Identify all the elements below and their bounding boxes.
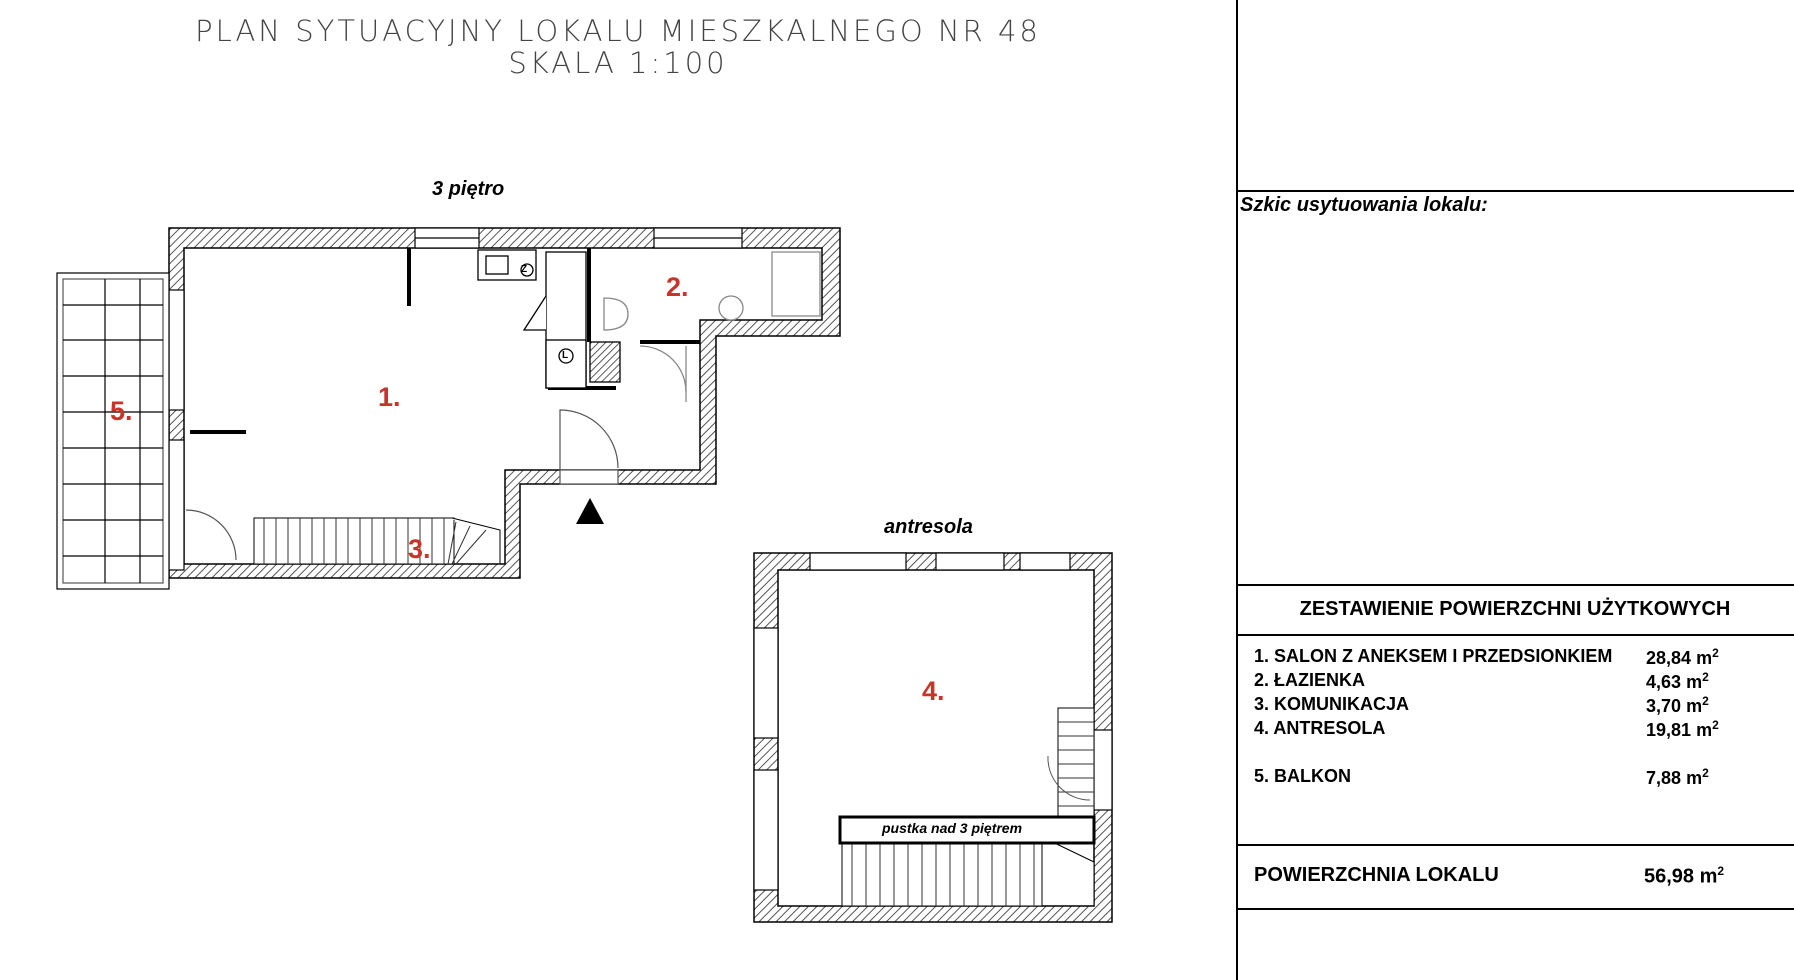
table-top-rule [1236,584,1794,586]
room-label-3: 3. [408,534,431,564]
floor3-partitions [190,248,700,432]
row-name: 5. BALKON [1254,766,1352,786]
void-label: pustka nad 3 piętrem [882,820,1023,836]
table-row [1254,646,1774,667]
table-title: ZESTAWIENIE POWIERZCHNI UŻYTKOWYCH [1299,598,1731,620]
row-value: 19,81 $m^2$ [1646,718,1719,740]
sketch-top-rule [1236,190,1794,192]
room-label-4: 4. [922,676,945,706]
total-bottom-rule [1236,908,1794,910]
plan-scale: SKALA 1:100 [508,46,728,80]
floor3-stairs [254,518,500,564]
table-row [1254,766,1774,787]
row-name: 4. ANTRESOLA [1254,718,1386,738]
appliance-label-z: Z [521,264,528,275]
table-row [1254,694,1774,715]
row-name: 3. KOMUNIKACJA [1254,694,1410,714]
total-value: 56,98 $m^2$ [1644,864,1725,888]
table-header-rule [1236,634,1794,636]
floor3-label: 3 piętro [432,178,505,200]
room-label-5: 5. [110,396,133,426]
appliance-label-l: L [562,350,569,361]
total-label: POWIERZCHNIA LOKALU [1254,864,1499,886]
room-label-2: 2. [666,272,689,302]
row-value: 4,63 $m^2$ [1646,670,1709,692]
sketch-title: Szkic usytuowania lokalu: [1240,194,1488,216]
table-row [1254,718,1774,739]
table-row [1254,670,1774,691]
total-top-rule [1236,844,1794,846]
panel-divider [1236,0,1238,980]
row-name: 2. ŁAZIENKA [1254,670,1366,690]
balcony [57,273,169,589]
room-label-1: 1. [378,382,401,412]
row-name: 1. SALON Z ANEKSEM I PRZEDSIONKIEM [1254,646,1613,666]
plan-title: PLAN SYTUACYJNY LOKALU MIESZKALNEGO NR 48 [195,14,1041,48]
mezzanine-label: antresola [884,516,973,538]
row-value: 28,84 $m^2$ [1646,646,1719,668]
row-value: 7,88 $m^2$ [1646,766,1709,788]
row-value: 3,70 $m^2$ [1646,694,1709,716]
kitchen [478,250,620,388]
mezzanine-stairs [842,708,1094,906]
entrance-arrow [576,498,604,524]
